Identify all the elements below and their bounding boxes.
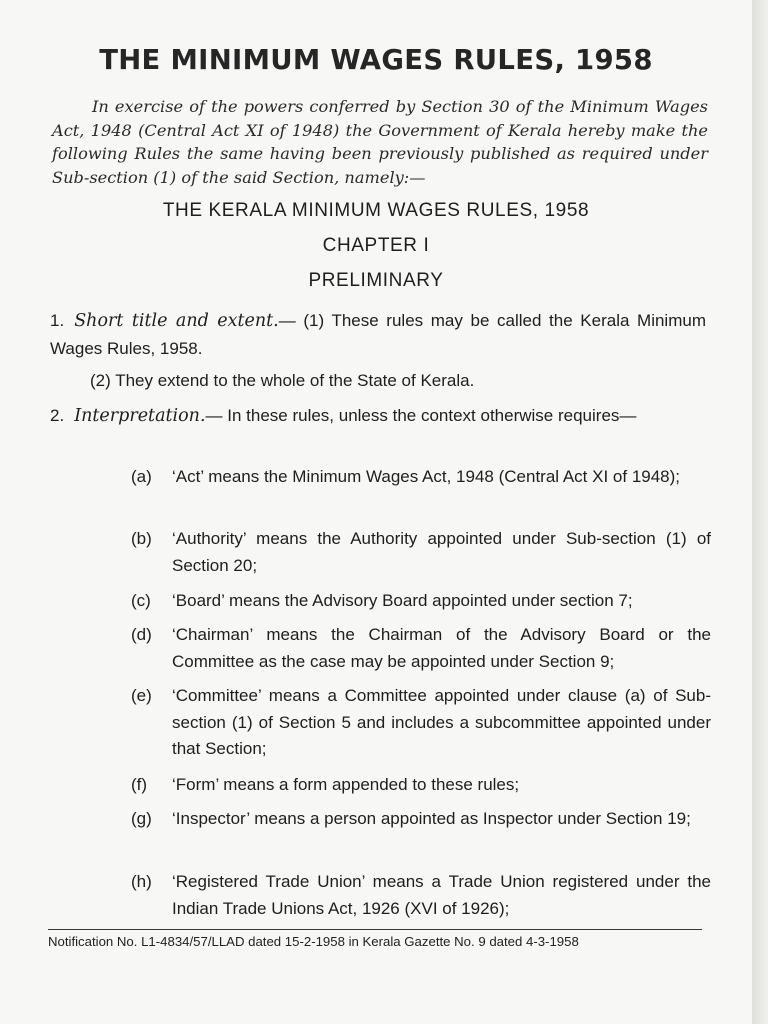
definition-text: ‘Authority’ means the Authority appointed under Sub-section (1) of Section 20;: [172, 529, 711, 575]
section-1-text: — (1) These rules may be called the Kerala Minimum Wages Rules, 1958.: [50, 311, 706, 358]
footnote: Notification No. L1-4834/57/LLAD dated 15-2-1958 in Kerala Gazette No. 9 dated 4-3-1958: [48, 934, 579, 949]
definition-text: ‘Board’ means the Advisory Board appointed under section 7;: [172, 591, 633, 610]
section-2: [50, 402, 706, 430]
definition-text: ‘Committee’ means a Committee appointed under clause (a) of Sub-section (1) of Section 5 and includes a subcommittee appointed under that Section;: [172, 686, 711, 758]
definition-item: [131, 683, 711, 763]
section-2-number: 2.: [50, 406, 65, 425]
section-1-subsection-2: (2) They extend to the whole of the State of Kerala.: [90, 371, 475, 390]
preamble-paragraph: In exercise of the powers conferred by Section 30 of the Minimum Wages Act, 1948 (Central Act XI of 1948) the Government of Kerala hereby make the following Rules the same having been previously published as required under Sub-section (1) of the said Section, namely:—: [52, 97, 708, 187]
definition-label: (f): [131, 775, 148, 794]
definition-item: [131, 464, 711, 491]
definition-text: ‘Act’ means the Minimum Wages Act, 1948 (Central Act XI of 1948);: [172, 467, 681, 486]
document-title: THE MINIMUM WAGES RULES, 1958: [99, 44, 653, 76]
definition-text: ‘Form’ means a form appended to these rules;: [172, 775, 520, 794]
definition-text: ‘Inspector’ means a person appointed as Inspector under Section 19;: [172, 809, 691, 828]
section-1-heading: Short title and extent.: [74, 311, 279, 331]
definition-text: ‘Registered Trade Union’ means a Trade Union registered under the Indian Trade Unions Act, 1926 (XVI of 1926);: [172, 872, 711, 918]
footnote-divider: [48, 929, 702, 930]
definition-label: (d): [131, 625, 152, 644]
chapter-heading: CHAPTER I: [322, 235, 430, 256]
definition-label: (a): [131, 467, 152, 486]
section-1-number: 1.: [50, 311, 65, 330]
definition-label: (c): [131, 591, 151, 610]
definition-label: (g): [131, 809, 152, 828]
page-edge: [752, 0, 768, 1024]
definition-item: [131, 526, 711, 579]
definition-item: [131, 806, 711, 833]
section-2-heading: Interpretation.: [74, 406, 206, 426]
rules-title: THE KERALA MINIMUM WAGES RULES, 1958: [162, 200, 590, 221]
chapter-name: PRELIMINARY: [308, 270, 444, 291]
definition-text: ‘Chairman’ means the Chairman of the Advisory Board or the Committee as the case may be appointed under Section 9;: [172, 625, 711, 671]
definition-label: (b): [131, 529, 152, 548]
section-1: [50, 307, 706, 362]
definition-label: (h): [131, 872, 152, 891]
definition-label: (e): [131, 686, 152, 705]
definition-item: [131, 588, 711, 615]
definition-item: [131, 622, 711, 675]
definition-item: [131, 869, 711, 922]
section-2-text: — In these rules, unless the context otherwise requires—: [205, 406, 637, 425]
definition-item: [131, 772, 711, 799]
